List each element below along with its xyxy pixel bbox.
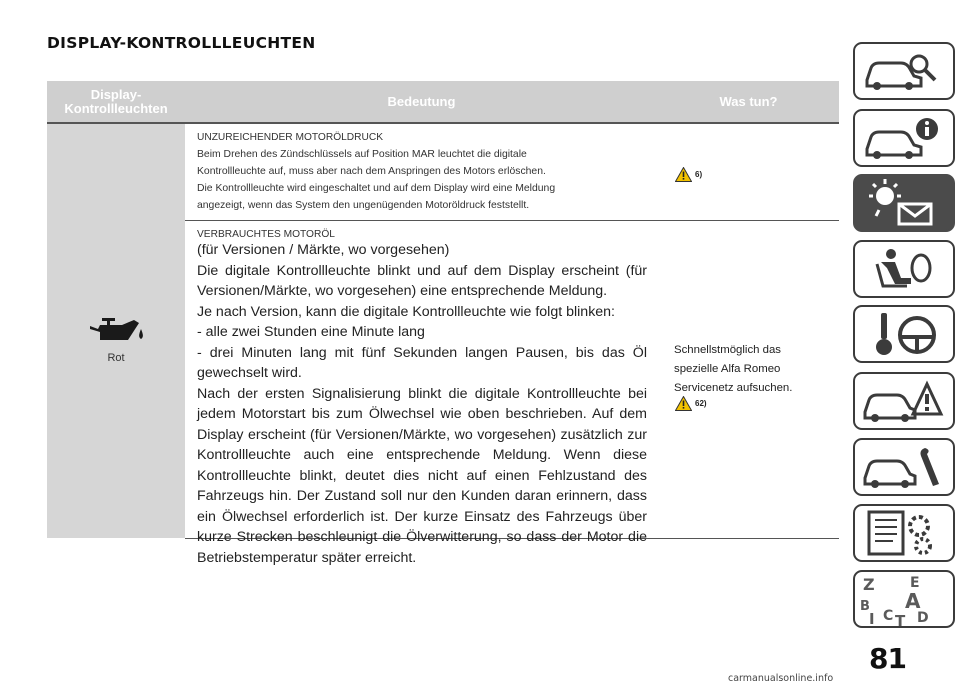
- row-heading: VERBRAUCHTES MOTORÖL: [197, 229, 335, 240]
- tab-car-info[interactable]: [853, 109, 955, 167]
- page-number: 81: [869, 642, 906, 675]
- row-description: [197, 146, 647, 214]
- index-letter: Z: [863, 575, 875, 594]
- table-row: [185, 221, 839, 566]
- specs-gear-icon: [855, 506, 953, 560]
- warning-triangle-icon: [675, 396, 692, 411]
- tab-car-search[interactable]: [853, 42, 955, 100]
- tab-emergency[interactable]: [853, 372, 955, 430]
- color-label: Rot: [107, 352, 125, 364]
- warning-reference: [675, 167, 703, 187]
- car-info-icon: [855, 111, 953, 165]
- car-search-icon: [855, 44, 953, 98]
- table-rows: [185, 124, 839, 566]
- alphabet-index-icon: [855, 572, 953, 626]
- meaning-cell: [185, 221, 658, 566]
- tab-safety[interactable]: [853, 240, 955, 298]
- index-letter: T: [895, 612, 906, 626]
- description-line: angezeigt, wenn das System den ungenügenden Motoröldruck feststellt.: [197, 200, 530, 211]
- tab-technical-data[interactable]: [853, 504, 955, 562]
- section-title: DISPLAY-KONTROLLLEUCHTEN: [47, 34, 316, 52]
- table-header: [47, 81, 839, 124]
- index-letter: B: [860, 599, 870, 614]
- index-letter: E: [910, 575, 920, 591]
- description-line: Die Kontrollleuchte wird eingeschaltet und auf dem Display wird eine Meldung: [197, 183, 556, 194]
- row-heading: UNZUREICHENDER MOTORÖLDRUCK: [197, 132, 384, 143]
- description-paragraph: Je nach Version, kann die digitale Kontrollleuchte wie folgt blinken:: [197, 303, 616, 320]
- car-wrench-icon: [855, 440, 953, 494]
- index-letter: I: [869, 610, 875, 626]
- warning-reference: [675, 396, 707, 416]
- action-line: Servicenetz aufsuchen.: [674, 382, 793, 394]
- index-letter: A: [905, 589, 921, 613]
- description-line: Beim Drehen des Zündschlüssels auf Position MAR leuchtet die digitale: [197, 149, 527, 160]
- action-cell: [658, 221, 839, 538]
- description-paragraph: Die digitale Kontrollleuchte blinkt und auf dem Display erscheint (für Versionen/Märkte, wo vorgesehen) eine entsprechende Meldung.: [197, 262, 647, 299]
- oil-pressure-icon: [88, 314, 144, 348]
- header-label: Display- Kontrollleuchten: [64, 86, 168, 116]
- action-text: [674, 341, 792, 398]
- car-breakdown-icon: [855, 374, 953, 428]
- row-description: [197, 240, 647, 568]
- warning-ref-number: 62): [695, 399, 707, 408]
- description-paragraph: (für Versionen / Märkte, wo vorgesehen): [197, 242, 450, 258]
- warning-lights-table: [47, 81, 839, 566]
- tab-index[interactable]: [853, 570, 955, 628]
- warning-light-cell: [47, 124, 185, 538]
- action-line: Schnellstmöglich das: [674, 344, 781, 356]
- index-letter: C: [883, 608, 894, 624]
- table-body: [47, 124, 839, 566]
- action-cell: [658, 124, 839, 220]
- tab-start-drive[interactable]: [853, 305, 955, 363]
- tab-warning-lights[interactable]: [853, 174, 955, 232]
- description-paragraph: Nach der ersten Signalisierung blinkt die digitale Kontrollleuchte bei jedem Motorstart bis zum Ölwechsel wie oben beschrieben. Auf dem Display erscheint (für Versionen/Märkte, wo vorgesehen) zusätzlich zur Kontrollleuchte auch eine entsprechende Meldung. Wenn diese Kontrollleuchte blinkt, deutet dies nicht auf einen Fehlzustand des Fahrzeugs hin. Der Zustand soll nur den Kunden daran erinnern, dass ein Ölwechsel erforderlich ist. Der kurze Einsatz des Fahrzeugs über kurze Strecken beschleunigt die Ölverwitterung, so dass der Motor die Betriebstemperatur später erreicht.: [197, 385, 647, 566]
- description-paragraph: - alle zwei Stunden eine Minute lang: [197, 324, 425, 340]
- header-meaning: Bedeutung: [387, 93, 456, 109]
- warning-light-message-icon: [855, 176, 953, 230]
- warning-triangle-icon: [675, 167, 692, 182]
- description-line: Kontrollleuchte auf, muss aber nach dem Anspringen des Motors erlöschen.: [197, 166, 546, 177]
- header-action: Was tun?: [719, 93, 778, 109]
- warning-ref-number: 6): [695, 170, 703, 179]
- key-steering-icon: [855, 307, 953, 361]
- action-line: spezielle Alfa Romeo: [674, 363, 781, 375]
- header-display-lights: [47, 81, 185, 122]
- tab-maintenance[interactable]: [853, 438, 955, 496]
- seat-airbag-icon: [855, 242, 953, 296]
- table-row: [185, 124, 839, 221]
- index-letter: D: [917, 610, 929, 626]
- meaning-cell: [185, 124, 658, 220]
- watermark: carmanualsonline.info: [728, 673, 834, 684]
- description-paragraph: - drei Minuten lang mit fünf Sekunden langen Pausen, bis das Öl gewechselt wird.: [197, 344, 647, 381]
